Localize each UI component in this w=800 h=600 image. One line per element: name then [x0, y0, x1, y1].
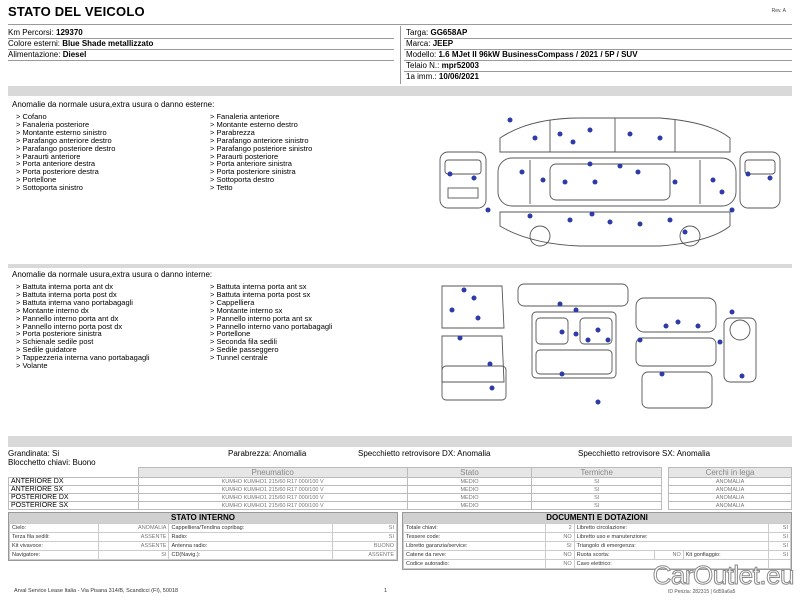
list-item: > Paraurti anteriore — [16, 151, 81, 161]
field-label: Cielo: — [10, 524, 99, 533]
watermark-logo: CarOutlet.eu — [652, 560, 794, 590]
damage-marker — [696, 324, 701, 329]
list-item: > Sedile passeggero — [210, 345, 279, 355]
rear-window — [745, 160, 775, 174]
table-spacer — [662, 486, 669, 494]
list-item: > Tappezzeria interna vano portabagagli — [16, 353, 150, 363]
table-row — [10, 533, 397, 542]
damage-marker — [508, 118, 513, 123]
list-item: > Montante interno sx — [210, 305, 283, 315]
damage-marker — [606, 338, 611, 343]
field-label: Codice autoradio: — [404, 560, 546, 569]
registration-row — [406, 71, 479, 82]
damage-marker — [636, 170, 641, 175]
damage-marker — [711, 178, 716, 183]
damage-marker — [450, 308, 455, 313]
damage-marker — [560, 330, 565, 335]
field-label: Cappelliera/Tendina copribag: — [169, 524, 332, 533]
table-header: Cerchi in lega — [669, 468, 792, 478]
damage-marker — [574, 308, 579, 313]
list-item: > Montante interno dx — [16, 305, 89, 315]
damage-marker — [638, 222, 643, 227]
km-row — [8, 27, 83, 38]
field-label: Terza fila sedili: — [10, 533, 99, 542]
damage-marker — [730, 208, 735, 213]
list-item: > Pannello interno vano portabagagli — [210, 321, 333, 331]
tyre-state: MEDIO — [407, 494, 532, 502]
list-item: > Schienale sedile post — [16, 337, 94, 347]
interior-car-diagram — [432, 278, 782, 418]
table-row — [404, 542, 791, 551]
damage-marker — [668, 218, 673, 223]
rear-window — [442, 366, 506, 400]
list-item: > Porta anteriore sinistra — [210, 159, 292, 169]
field-label: Antenna radio: — [169, 542, 332, 551]
external-list-right — [210, 113, 400, 192]
damage-marker — [720, 190, 725, 195]
list-item: > Fanaleria posteriore — [16, 119, 90, 129]
table-row — [404, 533, 791, 542]
tyre-model: KUMHO KUMHO1 215/60 R17 000/100 V — [138, 494, 407, 502]
color-label: Colore esterni: — [8, 39, 61, 48]
damage-marker — [608, 220, 613, 225]
damage-marker — [730, 310, 735, 315]
field-label: Triangolo di emergenza: — [574, 542, 768, 551]
tyre-position: POSTERIORE DX — [9, 494, 139, 502]
field-value: SI — [332, 524, 396, 533]
damage-marker — [476, 316, 481, 321]
tyre-winter: SI — [532, 478, 662, 486]
damage-marker — [528, 214, 533, 219]
exterior-car-diagram — [430, 108, 785, 263]
damage-marker — [718, 340, 723, 345]
damage-marker — [768, 176, 773, 181]
tyre-winter: SI — [532, 486, 662, 494]
field-value: NO — [546, 533, 574, 542]
tyre-model: KUMHO KUMHO1 215/60 R17 000/100 V — [138, 502, 407, 510]
page-title: STATO DEL VEICOLO — [8, 4, 145, 19]
field-value: ASSENTE — [99, 542, 169, 551]
table-row — [9, 486, 792, 494]
list-item: > Parafango posteriore sinistro — [210, 143, 313, 153]
table-row — [10, 551, 397, 560]
list-item: > Portellone — [16, 175, 57, 185]
field-value: NO — [546, 560, 574, 569]
cabin-outline — [532, 312, 616, 378]
damage-marker — [472, 296, 477, 301]
plate-value: GG658AP — [430, 28, 468, 37]
list-item: > Sottoporta destro — [210, 175, 274, 185]
field-value: ASSENTE — [99, 533, 169, 542]
damage-marker — [683, 230, 688, 235]
damage-marker — [740, 374, 745, 379]
brand-value: JEEP — [432, 39, 454, 48]
field-value: SI — [769, 524, 791, 533]
list-item: > Sedile guidatore — [16, 345, 77, 355]
list-item: > Battuta interna porta post sx — [210, 289, 311, 299]
tyre-state: MEDIO — [407, 478, 532, 486]
field-value: ANOMALIA — [99, 524, 169, 533]
table-header: Stato — [407, 468, 532, 478]
trunk-outline — [642, 372, 712, 408]
list-item: > Paraurti posteriore — [210, 151, 279, 161]
field-value: SI — [769, 551, 791, 560]
tyre-rims: ANOMALIA — [669, 486, 792, 494]
tyre-rims: ANOMALIA — [669, 478, 792, 486]
damage-marker — [458, 336, 463, 341]
revision-label: Rev. A — [771, 8, 786, 14]
damage-marker — [664, 324, 669, 329]
list-item: > Parabrezza — [210, 127, 255, 137]
list-item: > Portellone — [210, 329, 251, 339]
damage-marker — [563, 180, 568, 185]
external-title: Anomalie da normale usura,extra usura o danno esterne: — [12, 100, 215, 109]
list-item: > Seconda fila sedili — [210, 337, 277, 347]
field-value: ASSENTE — [332, 551, 396, 560]
wheel — [680, 226, 700, 246]
list-item: > Pannello interno porta ant dx — [16, 313, 119, 323]
list-item: > Pannello interno porta ant sx — [210, 313, 312, 323]
plate-row — [406, 27, 467, 38]
table-row — [10, 542, 397, 551]
km-value: 129370 — [56, 28, 83, 37]
damage-marker — [588, 162, 593, 167]
footer-address: Arval Service Lease Italia - Via Pisana 314/B, Scandicci (FI), 50018 — [14, 588, 179, 594]
table-row — [9, 478, 792, 486]
list-item: > Battuta interna vano portabagagli — [16, 297, 133, 307]
list-item: > Montante esterno sinistro — [16, 127, 107, 137]
field-value: BUONO — [332, 542, 396, 551]
documents-title: DOCUMENTI E DOTAZIONI — [403, 513, 791, 523]
table-row — [9, 494, 792, 502]
list-item: > Cofano — [16, 112, 47, 121]
damage-marker — [558, 302, 563, 307]
damage-marker — [560, 372, 565, 377]
model-row — [406, 49, 638, 60]
color-row — [8, 38, 153, 49]
divider — [400, 26, 401, 84]
damage-marker — [658, 136, 663, 141]
brand-row — [406, 38, 453, 49]
km-label: Km Percorsi: — [8, 28, 54, 37]
field-label: Radio: — [169, 533, 332, 542]
list-item: > Porta posteriore sinistra — [210, 167, 296, 177]
damage-marker — [448, 172, 453, 177]
dashboard-outline — [518, 284, 628, 306]
list-item: > Parafango anteriore sinistro — [210, 135, 309, 145]
damage-marker — [596, 400, 601, 405]
damage-marker — [571, 140, 576, 145]
divider — [404, 38, 792, 39]
damage-marker — [490, 386, 495, 391]
tyre-rims: ANOMALIA — [669, 502, 792, 510]
document-id: ID Perizia: 282315 | 6d59a6a5 — [668, 589, 736, 595]
damage-markers — [450, 288, 745, 405]
tyre-position: ANTERIORE DX — [9, 478, 139, 486]
registration-value: 10/06/2021 — [438, 72, 479, 81]
damage-marker — [746, 172, 751, 177]
model-value: 1.6 MJet II 96kW BusinessCompass / 2021 / 5P / SUV — [438, 50, 638, 59]
damage-marker — [590, 212, 595, 217]
field-label: Totale chiavi: — [404, 524, 546, 533]
damage-marker — [618, 164, 623, 169]
field-label: Libretto garanzia/service: — [404, 542, 546, 551]
wheel — [530, 226, 550, 246]
section-band — [8, 264, 792, 268]
chassis-value: mpr52003 — [441, 61, 479, 70]
field-label: Catene da neve: — [404, 551, 546, 560]
key-block-status: Blocchetto chiavi: Buono — [8, 458, 96, 467]
fuel-row — [8, 49, 86, 60]
steering-column — [724, 318, 756, 382]
table-row — [404, 551, 791, 560]
damage-marker — [676, 320, 681, 325]
field-label: CD(Navig.): — [169, 551, 332, 560]
table-spacer — [662, 478, 669, 486]
internal-list-left — [16, 283, 196, 370]
damage-marker — [541, 178, 546, 183]
list-item: > Volante — [16, 361, 48, 371]
field-label: Kit vivavoce: — [10, 542, 99, 551]
tyre-position: POSTERIORE SX — [9, 502, 139, 510]
door-panel — [442, 286, 504, 328]
mirror-sx-status: Specchietto retrovisore SX: Anomalia — [578, 449, 711, 458]
table-header: Pneumatico — [138, 468, 407, 478]
list-item: > Cappelliera — [210, 297, 255, 307]
door-panel — [442, 336, 504, 382]
internal-title: Anomalie da normale usura,extra usura o danno interne: — [12, 270, 213, 279]
damage-markers — [448, 118, 773, 235]
interior-state-title: STATO INTERNO — [9, 513, 397, 523]
side-view-bottom — [500, 212, 730, 246]
steering-wheel — [730, 320, 750, 340]
field-value: SI — [332, 533, 396, 542]
field-value: SI — [99, 551, 169, 560]
list-item: > Tunnel centrale — [210, 353, 268, 363]
fuel-value: Diesel — [62, 50, 87, 59]
list-item: > Battuta interna porta ant sx — [210, 282, 307, 291]
damage-marker — [586, 338, 591, 343]
list-item: > Sottoporta sinistro — [16, 183, 83, 193]
table-row — [10, 524, 397, 533]
interior-state-box — [8, 512, 398, 561]
field-label: Tessere code: — [404, 533, 546, 542]
page-number: 1 — [384, 588, 388, 594]
field-label: Ruota scorta: — [574, 551, 655, 560]
list-item: > Fanaleria anteriore — [210, 112, 280, 121]
damage-marker — [593, 180, 598, 185]
front-grille — [448, 188, 478, 198]
damage-marker — [462, 288, 467, 293]
registration-label: 1a imm.: — [406, 72, 437, 81]
cabin-middle — [636, 338, 716, 366]
tyre-winter: SI — [532, 502, 662, 510]
damage-marker — [660, 372, 665, 377]
windshield-status: Parabrezza: Anomalia — [228, 449, 307, 458]
field-value: SI — [769, 533, 791, 542]
field-value: NO — [546, 551, 574, 560]
list-item: > Battuta interna porta ant dx — [16, 282, 113, 291]
interior-state-table — [9, 523, 397, 560]
table-row — [404, 524, 791, 533]
tyre-model: KUMHO KUMHO1 215/60 R17 000/100 V — [138, 486, 407, 494]
chassis-label: Telaio N.: — [406, 61, 440, 70]
tyre-state: MEDIO — [407, 486, 532, 494]
mirror-dx-status: Specchietto retrovisore DX: Anomalia — [358, 449, 491, 458]
tyres-table — [8, 467, 792, 510]
divider — [8, 60, 394, 61]
damage-marker — [558, 132, 563, 137]
list-item: > Porta posteriore destra — [16, 167, 99, 177]
tyre-rims: ANOMALIA — [669, 494, 792, 502]
damage-marker — [533, 136, 538, 141]
tyre-model: KUMHO KUMHO1 215/60 R17 000/100 V — [138, 478, 407, 486]
damage-marker — [520, 170, 525, 175]
field-label: Cavo elettrico: — [574, 560, 768, 569]
rear-seat — [536, 350, 612, 374]
list-item: > Montante esterno destro — [210, 119, 298, 129]
damage-marker — [486, 208, 491, 213]
field-label: Navigatore: — [10, 551, 99, 560]
tyre-position: ANTERIORE SX — [9, 486, 139, 494]
damage-marker — [588, 128, 593, 133]
table-spacer — [662, 468, 669, 478]
brand-label: Marca: — [406, 39, 431, 48]
list-item: > Tetto — [210, 183, 233, 193]
internal-list-right — [210, 283, 400, 362]
damage-marker — [596, 328, 601, 333]
field-value: SI — [546, 542, 574, 551]
damage-marker — [574, 332, 579, 337]
damage-marker — [628, 132, 633, 137]
field-label: Libretto uso e manutenzione: — [574, 533, 768, 542]
field-label: Kit gonfiaggio: — [683, 551, 768, 560]
list-item: > Parafango anteriore destro — [16, 135, 112, 145]
damage-marker — [472, 176, 477, 181]
table-header: Termiche — [532, 468, 662, 478]
list-item: > Parafango posteriore destro — [16, 143, 116, 153]
roof-outline — [550, 164, 670, 200]
color-value: Blue Shade metallizzato — [62, 39, 154, 48]
external-list-left — [16, 113, 206, 192]
divider — [8, 24, 792, 25]
section-band — [8, 86, 792, 96]
field-value: SI — [769, 542, 791, 551]
damage-marker — [568, 218, 573, 223]
field-value: 2 — [546, 524, 574, 533]
field-label: Libretto circolazione: — [574, 524, 768, 533]
list-item: > Porta posteriore sinistra — [16, 329, 102, 339]
chassis-row — [406, 60, 479, 71]
model-label: Modello: — [406, 50, 437, 59]
tyre-state: MEDIO — [407, 502, 532, 510]
table-header — [9, 468, 139, 478]
dashboard-front — [636, 298, 716, 332]
hail-status: Grandinata: Si — [8, 449, 60, 458]
tyre-winter: SI — [532, 494, 662, 502]
damage-marker — [488, 362, 493, 367]
field-value: NO — [655, 551, 683, 560]
section-band — [8, 436, 792, 447]
list-item: > Pannello interno porta post dx — [16, 321, 123, 331]
fuel-label: Alimentazione: — [8, 50, 61, 59]
list-item: > Porta anteriore destra — [16, 159, 96, 169]
plate-label: Targa: — [406, 28, 429, 37]
table-spacer — [662, 494, 669, 502]
damage-marker — [638, 338, 643, 343]
table-spacer — [662, 502, 669, 510]
list-item: > Battuta interna porta post dx — [16, 289, 117, 299]
table-row — [9, 502, 792, 510]
damage-marker — [673, 180, 678, 185]
